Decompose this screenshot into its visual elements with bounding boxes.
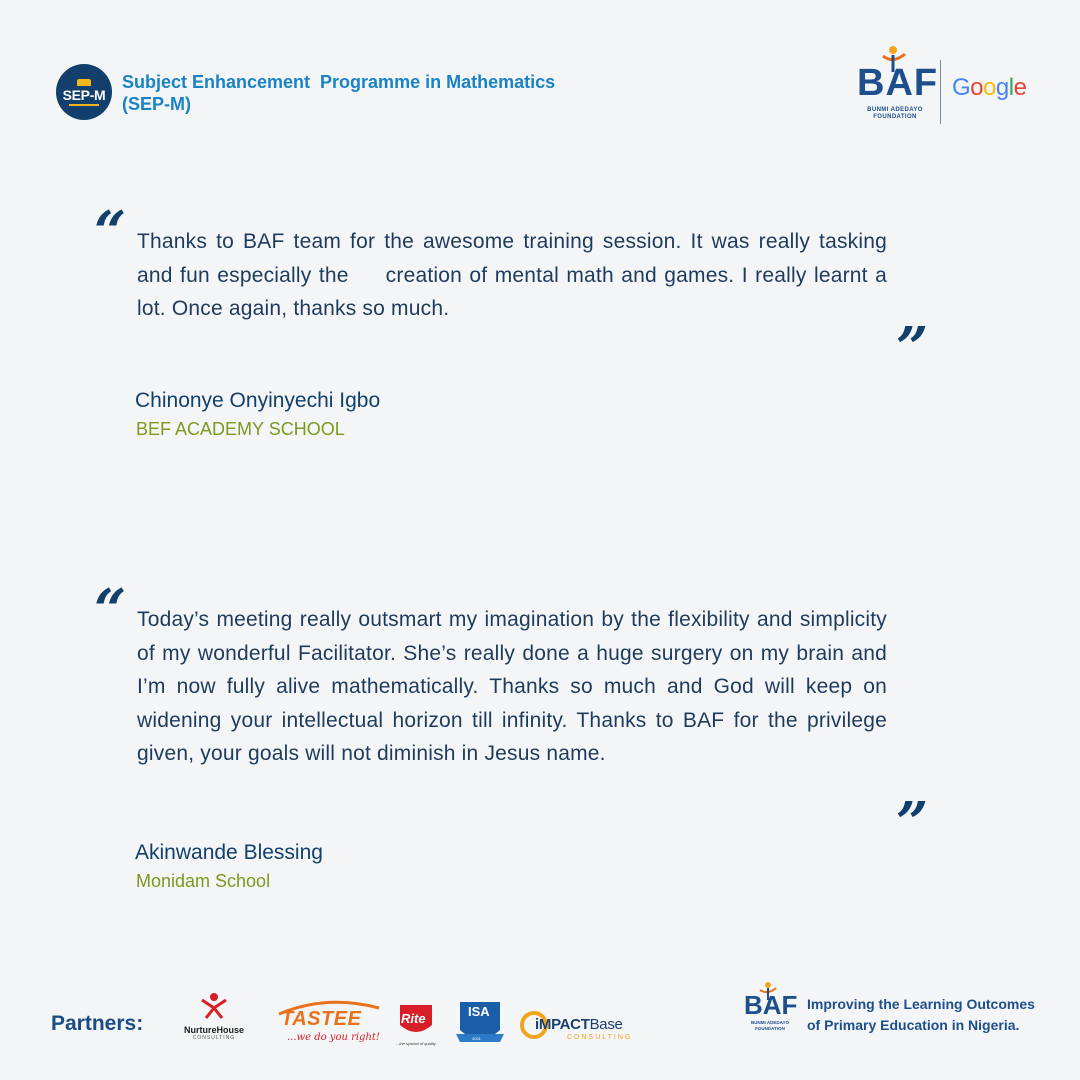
- nurture-figure-icon: [180, 990, 248, 1020]
- testimonial-school: BEF ACADEMY SCHOOL: [136, 419, 345, 439]
- sep-m-logo: [56, 64, 112, 120]
- google-letter: o: [983, 74, 996, 101]
- footer-baf-subtitle: [742, 1020, 798, 1032]
- baf-subtitle-line2: FOUNDATION: [873, 114, 917, 120]
- isa-logo: [452, 1000, 508, 1050]
- nurture-sub: CONSULTING: [192, 1035, 236, 1041]
- baf-letters: BAF: [857, 62, 939, 104]
- footer-baf-letters: BAF: [744, 990, 798, 1020]
- tastee-tagline: ...we do you right!: [287, 1032, 380, 1043]
- partners-label: Partners:: [51, 1012, 144, 1035]
- logo-divider: [940, 60, 941, 124]
- open-quote-mark: “: [94, 577, 127, 643]
- open-quote-mark: “: [94, 199, 127, 265]
- testimonial-school: Monidam School: [136, 871, 271, 891]
- close-quote-mark: ”: [896, 315, 929, 381]
- google-letter: g: [995, 74, 1009, 101]
- testimonial-quote: Today’s meeting really outsmart my imagination by the flexibility and simplicity of my wonderful Facilitator. She’s really done a huge surgery on my brain and I’m now fully alive mathematically. Thanks so much and God will keep on widening your intellectual horizon till infinity. Thanks to BAF for the privilege given, your goals will not diminish in Jesus name.: [137, 608, 887, 765]
- close-quote-mark: ”: [896, 790, 929, 856]
- rite-name: Rite: [401, 1011, 426, 1026]
- baf-subtitle: [855, 107, 935, 121]
- impact-name: [535, 1016, 623, 1033]
- program-title-line1: Subject Enhancement Programme in Mathematics: [122, 72, 556, 92]
- baf-logo: [855, 44, 939, 120]
- program-title: [122, 71, 642, 115]
- impact-name-a: iMPACT: [535, 1016, 590, 1033]
- google-letter: l: [1008, 74, 1014, 101]
- footer-baf-subtitle-line2: FOUNDATION: [755, 1026, 785, 1031]
- badge-underline: [69, 104, 99, 106]
- impact-name-b: Base: [589, 1016, 623, 1033]
- footer-baf-logo: [742, 980, 798, 1036]
- nurturehouse-logo: [180, 990, 248, 1046]
- tastee-name: TASTEE: [281, 1008, 362, 1030]
- isa-name: ISA: [468, 1004, 490, 1019]
- footer-tagline: [807, 994, 1057, 1036]
- sep-m-badge-text: SEP-M: [62, 86, 106, 103]
- footer-tagline-line1: Improving the Learning Outcomes: [807, 996, 1035, 1012]
- program-title-line2: (SEP-M): [122, 94, 191, 114]
- rite-tagline: ...the symbol of quality: [396, 1041, 436, 1046]
- impact-sub: CONSULTING: [567, 1034, 633, 1041]
- google-letter: o: [970, 74, 984, 101]
- testimonial-author: Chinonye Onyinyechi Igbo: [135, 389, 381, 412]
- baf-subtitle-line1: BUNMI ADEDAYO: [867, 107, 923, 113]
- impactbase-logo: [519, 1010, 634, 1046]
- google-logo: [952, 74, 1026, 102]
- rite-logo: [396, 1003, 440, 1057]
- google-letter: G: [952, 74, 971, 101]
- google-letter: e: [1013, 74, 1027, 101]
- testimonial-author: Akinwande Blessing: [135, 841, 323, 864]
- footer-tagline-line2: of Primary Education in Nigeria.: [807, 1017, 1020, 1033]
- isa-year: 2021: [472, 1036, 481, 1041]
- nurture-name: NurtureHouse: [183, 1025, 244, 1035]
- testimonial-quote: Thanks to BAF team for the awesome training session. It was really tasking and fun especially the creation of mental math and games. I really learnt a lot. Once again, thanks so much.: [137, 230, 894, 320]
- book-icon: [77, 79, 91, 86]
- tastee-logo: [277, 1000, 381, 1046]
- footer-baf-subtitle-line1: BUNMI ADEDAYO: [751, 1020, 789, 1025]
